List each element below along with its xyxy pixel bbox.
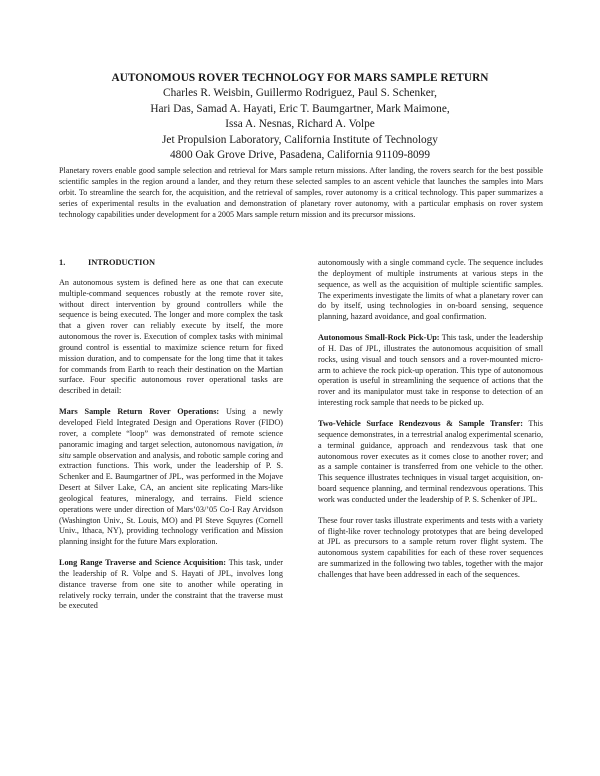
ops-text-b: sample observation and analysis, and robotic sample coring and extraction functions. This work, under the leadership of P. S. Schenker and E. Baumgartner of JPL, was performed in the Mojave Desert at Silver Lake, CA, an ancient site replicating Mars-like geological features, mineralogy, and terrains. Field science operations were under direction of Mars’03/’05 Co-I Ray Arvidson (Washington Univ., St. Louis, MO) and PI Steve Squyres (Cornell Univ., Ithaca, NY), providing technology verification and Mission planning insight for the future Mars exploration.	[59, 450, 283, 547]
abstract: Planetary rovers enable good sample selection and retrieval for Mars sample return missions. After landing, the rovers search for the best possible scientific samples in the region around a lander, and they return these selected samples to an ascent vehicle that launches the samples into Mars orbit. To streamline the search for, the acquisition, and the retrieval of samples, rover autonomy is a critical technology. This paper summarizes a series of experimental results in the evaluation and demonstration of planetary rover autonomy, with a particular emphasis on rover system technology capabilities under development for a 2005 Mars sample return mission and its precursor missions.	[59, 166, 543, 219]
ops-paragraph	[59, 407, 283, 548]
author-line: Charles R. Weisbin, Guillermo Rodriguez, Paul S. Schenker,	[163, 87, 437, 99]
author-line: Hari Das, Samad A. Hayati, Eric T. Baumgartner, Mark Maimone,	[150, 102, 450, 115]
ops-text-a: Using a newly developed Field Integrated Design and Operations Rover (FIDO) rover, a complete “loop” was demonstrated of remote science panoramic imaging and target selection, autonomous navigation,	[59, 407, 283, 449]
rendezvous-text: This sequence demonstrates, in a terrestrial analog experimental scenario, a terminal guidance, approach and rendezvous task that one autonomous rover executes as it comes close to another rover; and as a sample container is transferred from one vehicle to the other. This sequence illustrates techniques in visual target acquisition, on-board sequence planning, and terminal rendezvous operations. This work was conducted under the leadership of P. S. Schenker of JPL.	[318, 418, 543, 504]
pickup-text: This task, under the leadership of H. Das of JPL, illustrates the autonomous acquisition of small rocks, using visual and touch sensors and a rover-mounted micro-arm to achieve the rock pick-up operation. This type of autonomous operation is useful in streamlining the sequence of actions that the rover and its manipulator must take in response to detection of an interesting rock sample that needs to be picked up.	[318, 333, 543, 408]
pickup-paragraph	[318, 333, 543, 409]
traverse-paragraph	[59, 558, 283, 612]
paper-title: AUTONOMOUS ROVER TECHNOLOGY FOR MARS SAMPLE RETURN	[111, 72, 489, 84]
ops-emphasis: in situ	[59, 439, 283, 460]
traverse-continuation: autonomously with a single command cycle. The sequence includes the deployment of multiple instruments at various steps in the sequence, as well as the acquisition of multiple scientific samples. The experiments investigate the limits of what a planetary rover can do by itself, using technologies in on-board sensing, sequence planning, hazard avoidance, and goal confirmation.	[318, 258, 543, 322]
affiliation-line: Jet Propulsion Laboratory, California Institute of Technology	[162, 133, 438, 146]
section-number: 1.	[59, 258, 66, 267]
intro-paragraph: An autonomous system is defined here as one that can execute multiple-command sequences robustly at the remote rover site, without direct intervention by ground controllers while the sequence is being executed. The longer and more complex the task that a given rover can reliably execute by itself, the more autonomous the rover is. Execution of complex tasks with minimal ground control is essential to maximize science return for fixed mission duration, and to compensate for the long time that it takes for commands from Earth to reach their destination on the Martian surface. Four specific autonomous rover operational tasks are described in detail:	[59, 277, 283, 396]
section-heading	[59, 258, 283, 269]
traverse-heading: Long Range Traverse and Science Acquisition:	[59, 558, 227, 568]
pickup-heading: Autonomous Small-Rock Pick-Up:	[318, 333, 440, 343]
section-title: INTRODUCTION	[88, 258, 156, 267]
right-column	[318, 258, 543, 591]
address-line: 4800 Oak Grove Drive, Pasadena, California 91109-8099	[170, 149, 430, 161]
rendezvous-heading: Two-Vehicle Surface Rendezvous & Sample Transfer:	[318, 418, 523, 428]
ops-heading: Mars Sample Return Rover Operations:	[59, 407, 220, 417]
traverse-text: This task, under the leadership of R. Volpe and S. Hayati of JPL, involves long distance traverse from one site to another while operating in relatively rocky terrain, under the constraint that the traverse must be executed	[59, 558, 283, 611]
left-column	[59, 258, 283, 622]
author-block	[0, 86, 600, 164]
rendezvous-paragraph	[318, 419, 543, 506]
closing-paragraph: These four rover tasks illustrate experiments and tests with a variety of flight-like rover technology prototypes that are being developed at JPL as precursors to a sample return rover flight system. The autonomous system capabilities for each of these rover sequences are summarized in the following two tables, together with the major challenges that have been addressed in each of the sequences.	[318, 515, 543, 579]
author-line: Issa A. Nesnas, Richard A. Volpe	[225, 118, 375, 130]
